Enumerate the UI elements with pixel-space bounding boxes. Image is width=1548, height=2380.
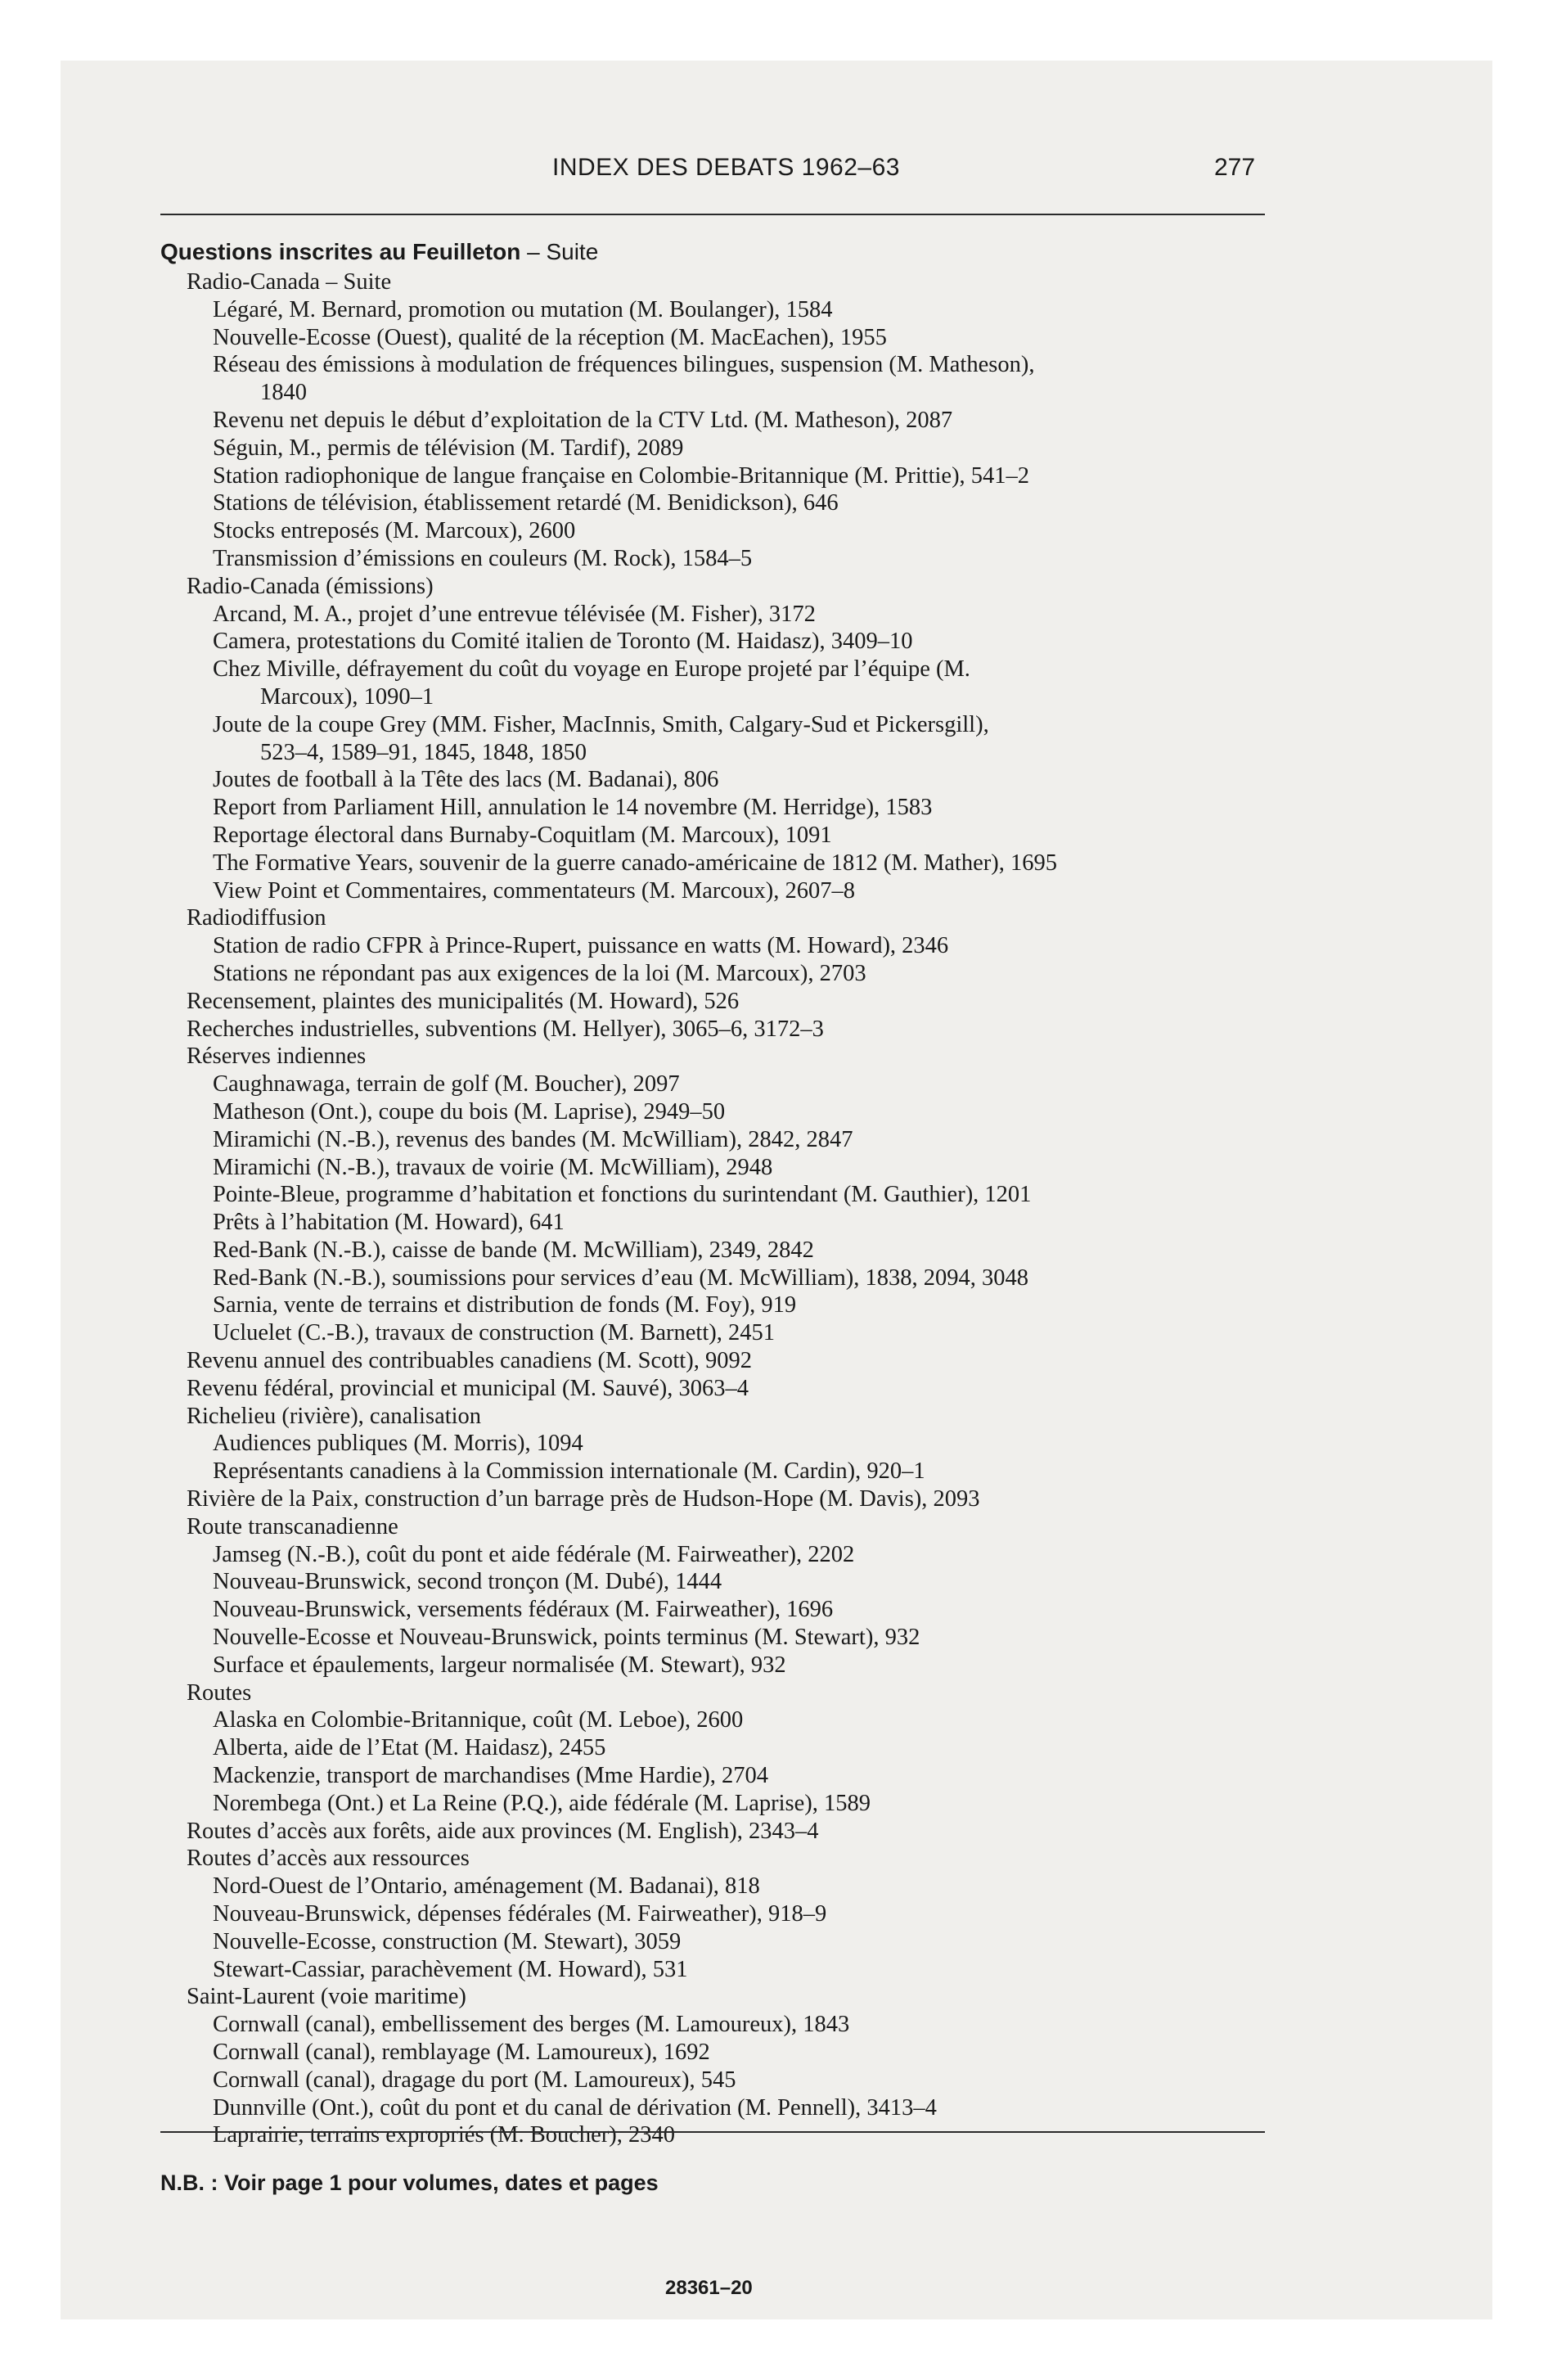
index-entry: Miramichi (N.-B.), travaux de voirie (M. McWilliam), 2948	[213, 1154, 773, 1180]
index-entry: Nouvelle-Ecosse et Nouveau-Brunswick, points terminus (M. Stewart), 932	[213, 1625, 920, 1651]
index-entry: Red-Bank (N.-B.), soumissions pour services d’eau (M. McWilliam), 1838, 2094, 3048	[213, 1264, 1028, 1291]
index-entry: Légaré, M. Bernard, promotion ou mutation (M. Boulanger), 1584	[213, 296, 833, 322]
index-entry: Nouveau-Brunswick, dépenses fédérales (M. Fairweather), 918–9	[213, 1901, 827, 1927]
index-entry: Nouvelle-Ecosse (Ouest), qualité de la réception (M. MacEachen), 1955	[213, 324, 887, 350]
index-heading: Routes d’accès aux ressources	[187, 1846, 470, 1872]
index-entry-continuation: Marcoux), 1090–1	[260, 683, 434, 710]
index-heading: Routes	[187, 1679, 252, 1706]
index-entry: Miramichi (N.-B.), revenus des bandes (M. McWilliam), 2842, 2847	[213, 1126, 853, 1152]
section-suffix: – Suite	[527, 239, 599, 264]
running-title: INDEX DES DEBATS 1962–63	[552, 154, 900, 181]
index-entry: Cornwall (canal), remblayage (M. Lamoureux), 1692	[213, 2040, 710, 2065]
index-entry: Revenu net depuis le début d’exploitation de la CTV Ltd. (M. Matheson), 2087	[213, 407, 953, 433]
index-entry: Reportage électoral dans Burnaby-Coquitlam (M. Marcoux), 1091	[213, 822, 832, 848]
index-entry: Mackenzie, transport de marchandises (Mme Hardie), 2704	[213, 1763, 769, 1789]
index-entry: Station de radio CFPR à Prince-Rupert, puissance en watts (M. Howard), 2346	[213, 933, 949, 959]
index-entry: Stations ne répondant pas aux exigences de la loi (M. Marcoux), 2703	[213, 960, 866, 986]
index-entry: Stocks entreposés (M. Marcoux), 2600	[213, 518, 576, 544]
index-entry: Réseau des émissions à modulation de fréquences bilingues, suspension (M. Matheson),	[213, 352, 1035, 378]
index-entry: Cornwall (canal), dragage du port (M. Lamoureux), 545	[213, 2067, 736, 2093]
index-entry-continuation: 1840	[260, 380, 307, 406]
index-entry: Surface et épaulements, largeur normalisée (M. Stewart), 932	[213, 1652, 786, 1678]
index-heading: Réserves indiennes	[187, 1044, 367, 1070]
index-entry: Nouveau-Brunswick, second tronçon (M. Dubé), 1444	[213, 1569, 722, 1595]
index-entry: The Formative Years, souvenir de la guerre canado-américaine de 1812 (M. Mather), 1695	[213, 850, 1057, 876]
index-entry: Caughnawaga, terrain de golf (M. Boucher), 2097	[213, 1071, 680, 1098]
index-entry: Séguin, M., permis de télévision (M. Tardif), 2089	[213, 435, 684, 461]
index-entry: Nord-Ouest de l’Ontario, aménagement (M. Badanai), 818	[213, 1873, 760, 1900]
index-entry-continuation: 523–4, 1589–91, 1845, 1848, 1850	[260, 739, 587, 765]
index-heading: Revenu annuel des contribuables canadiens (M. Scott), 9092	[187, 1348, 752, 1374]
index-heading: Radio-Canada – Suite	[187, 269, 392, 295]
index-entry: Stewart-Cassiar, parachèvement (M. Howard), 531	[213, 1956, 688, 1982]
index-entry: Arcand, M. A., projet d’une entrevue télévisée (M. Fisher), 3172	[213, 601, 816, 627]
index-entry: Red-Bank (N.-B.), caisse de bande (M. McWilliam), 2349, 2842	[213, 1237, 814, 1263]
section-title: Questions inscrites au Feuilleton	[160, 239, 521, 264]
index-heading: Radio-Canada (émissions)	[187, 573, 434, 599]
index-entry: View Point et Commentaires, commentateurs (M. Marcoux), 2607–8	[213, 877, 856, 904]
index-heading: Recensement, plaintes des municipalités (M. Howard), 526	[187, 988, 740, 1014]
running-header	[0, 154, 1548, 195]
index-entry: Station radiophonique de langue française en Colombie-Britannique (M. Prittie), 541–2	[213, 462, 1030, 489]
index-heading: Revenu fédéral, provincial et municipal (M. Sauvé), 3063–4	[187, 1375, 749, 1401]
index-entry: Représentants canadiens à la Commission internationale (M. Cardin), 920–1	[213, 1458, 925, 1485]
index-entry: Pointe-Bleue, programme d’habitation et fonctions du surintendant (M. Gauthier), 1201	[213, 1182, 1032, 1208]
index-entry: Joute de la coupe Grey (MM. Fisher, MacInnis, Smith, Calgary-Sud et Pickersgill),	[213, 711, 989, 737]
index-entry: Alaska en Colombie-Britannique, coût (M. Leboe), 2600	[213, 1707, 744, 1733]
index-heading: Richelieu (rivière), canalisation	[187, 1403, 482, 1429]
footer-rule	[160, 2131, 1265, 2133]
index-entry: Ucluelet (C.-B.), travaux de construction (M. Barnett), 2451	[213, 1320, 775, 1346]
section-heading	[160, 236, 598, 268]
index-entry: Norembega (Ont.) et La Reine (P.Q.), aide fédérale (M. Laprise), 1589	[213, 1790, 871, 1816]
index-entry: Audiences publiques (M. Morris), 1094	[213, 1431, 583, 1457]
header-rule	[160, 214, 1265, 215]
index-heading: Radiodiffusion	[187, 905, 326, 931]
index-entry: Alberta, aide de l’Etat (M. Haidasz), 2455	[213, 1735, 606, 1761]
index-entry: Laprairie, terrains expropriés (M. Boucher), 2340	[213, 2122, 676, 2148]
index-heading: Recherches industrielles, subventions (M. Hellyer), 3065–6, 3172–3	[187, 1016, 824, 1042]
index-entry: Stations de télévision, établissement retardé (M. Benidickson), 646	[213, 490, 839, 516]
index-entry: Report from Parliament Hill, annulation le 14 novembre (M. Herridge), 1583	[213, 795, 933, 821]
index-entry: Joutes de football à la Tête des lacs (M. Badanai), 806	[213, 767, 719, 793]
index-heading: Rivière de la Paix, construction d’un barrage près de Hudson-Hope (M. Davis), 2093	[187, 1486, 980, 1512]
index-entry: Jamseg (N.-B.), coût du pont et aide fédérale (M. Fairweather), 2202	[213, 1541, 855, 1567]
index-heading: Routes d’accès aux forêts, aide aux provinces (M. English), 2343–4	[187, 1818, 819, 1844]
index-entry: Matheson (Ont.), coupe du bois (M. Laprise), 2949–50	[213, 1098, 726, 1125]
footnote: N.B. : Voir page 1 pour volumes, dates et pages	[160, 2170, 659, 2195]
page-number: 277	[1214, 154, 1256, 181]
index-entry: Chez Miville, défrayement du coût du voyage en Europe projeté par l’équipe (M.	[213, 656, 970, 683]
index-entries	[187, 268, 1299, 2149]
index-entry: Sarnia, vente de terrains et distribution de fonds (M. Foy), 919	[213, 1292, 797, 1318]
index-heading: Saint-Laurent (voie maritime)	[187, 1984, 466, 2010]
index-entry: Dunnville (Ont.), coût du pont et du canal de dérivation (M. Pennell), 3413–4	[213, 2094, 937, 2121]
print-code: 28361–20	[665, 2277, 753, 2299]
index-entry: Nouvelle-Ecosse, construction (M. Stewart), 3059	[213, 1928, 682, 1954]
index-entry: Transmission d’émissions en couleurs (M. Rock), 1584–5	[213, 545, 753, 571]
index-entry: Prêts à l’habitation (M. Howard), 641	[213, 1210, 565, 1236]
index-entry: Nouveau-Brunswick, versements fédéraux (M. Fairweather), 1696	[213, 1597, 834, 1623]
index-entry: Camera, protestations du Comité italien de Toronto (M. Haidasz), 3409–10	[213, 629, 913, 655]
index-entry: Cornwall (canal), embellissement des berges (M. Lamoureux), 1843	[213, 2012, 850, 2038]
index-heading: Route transcanadienne	[187, 1513, 398, 1539]
